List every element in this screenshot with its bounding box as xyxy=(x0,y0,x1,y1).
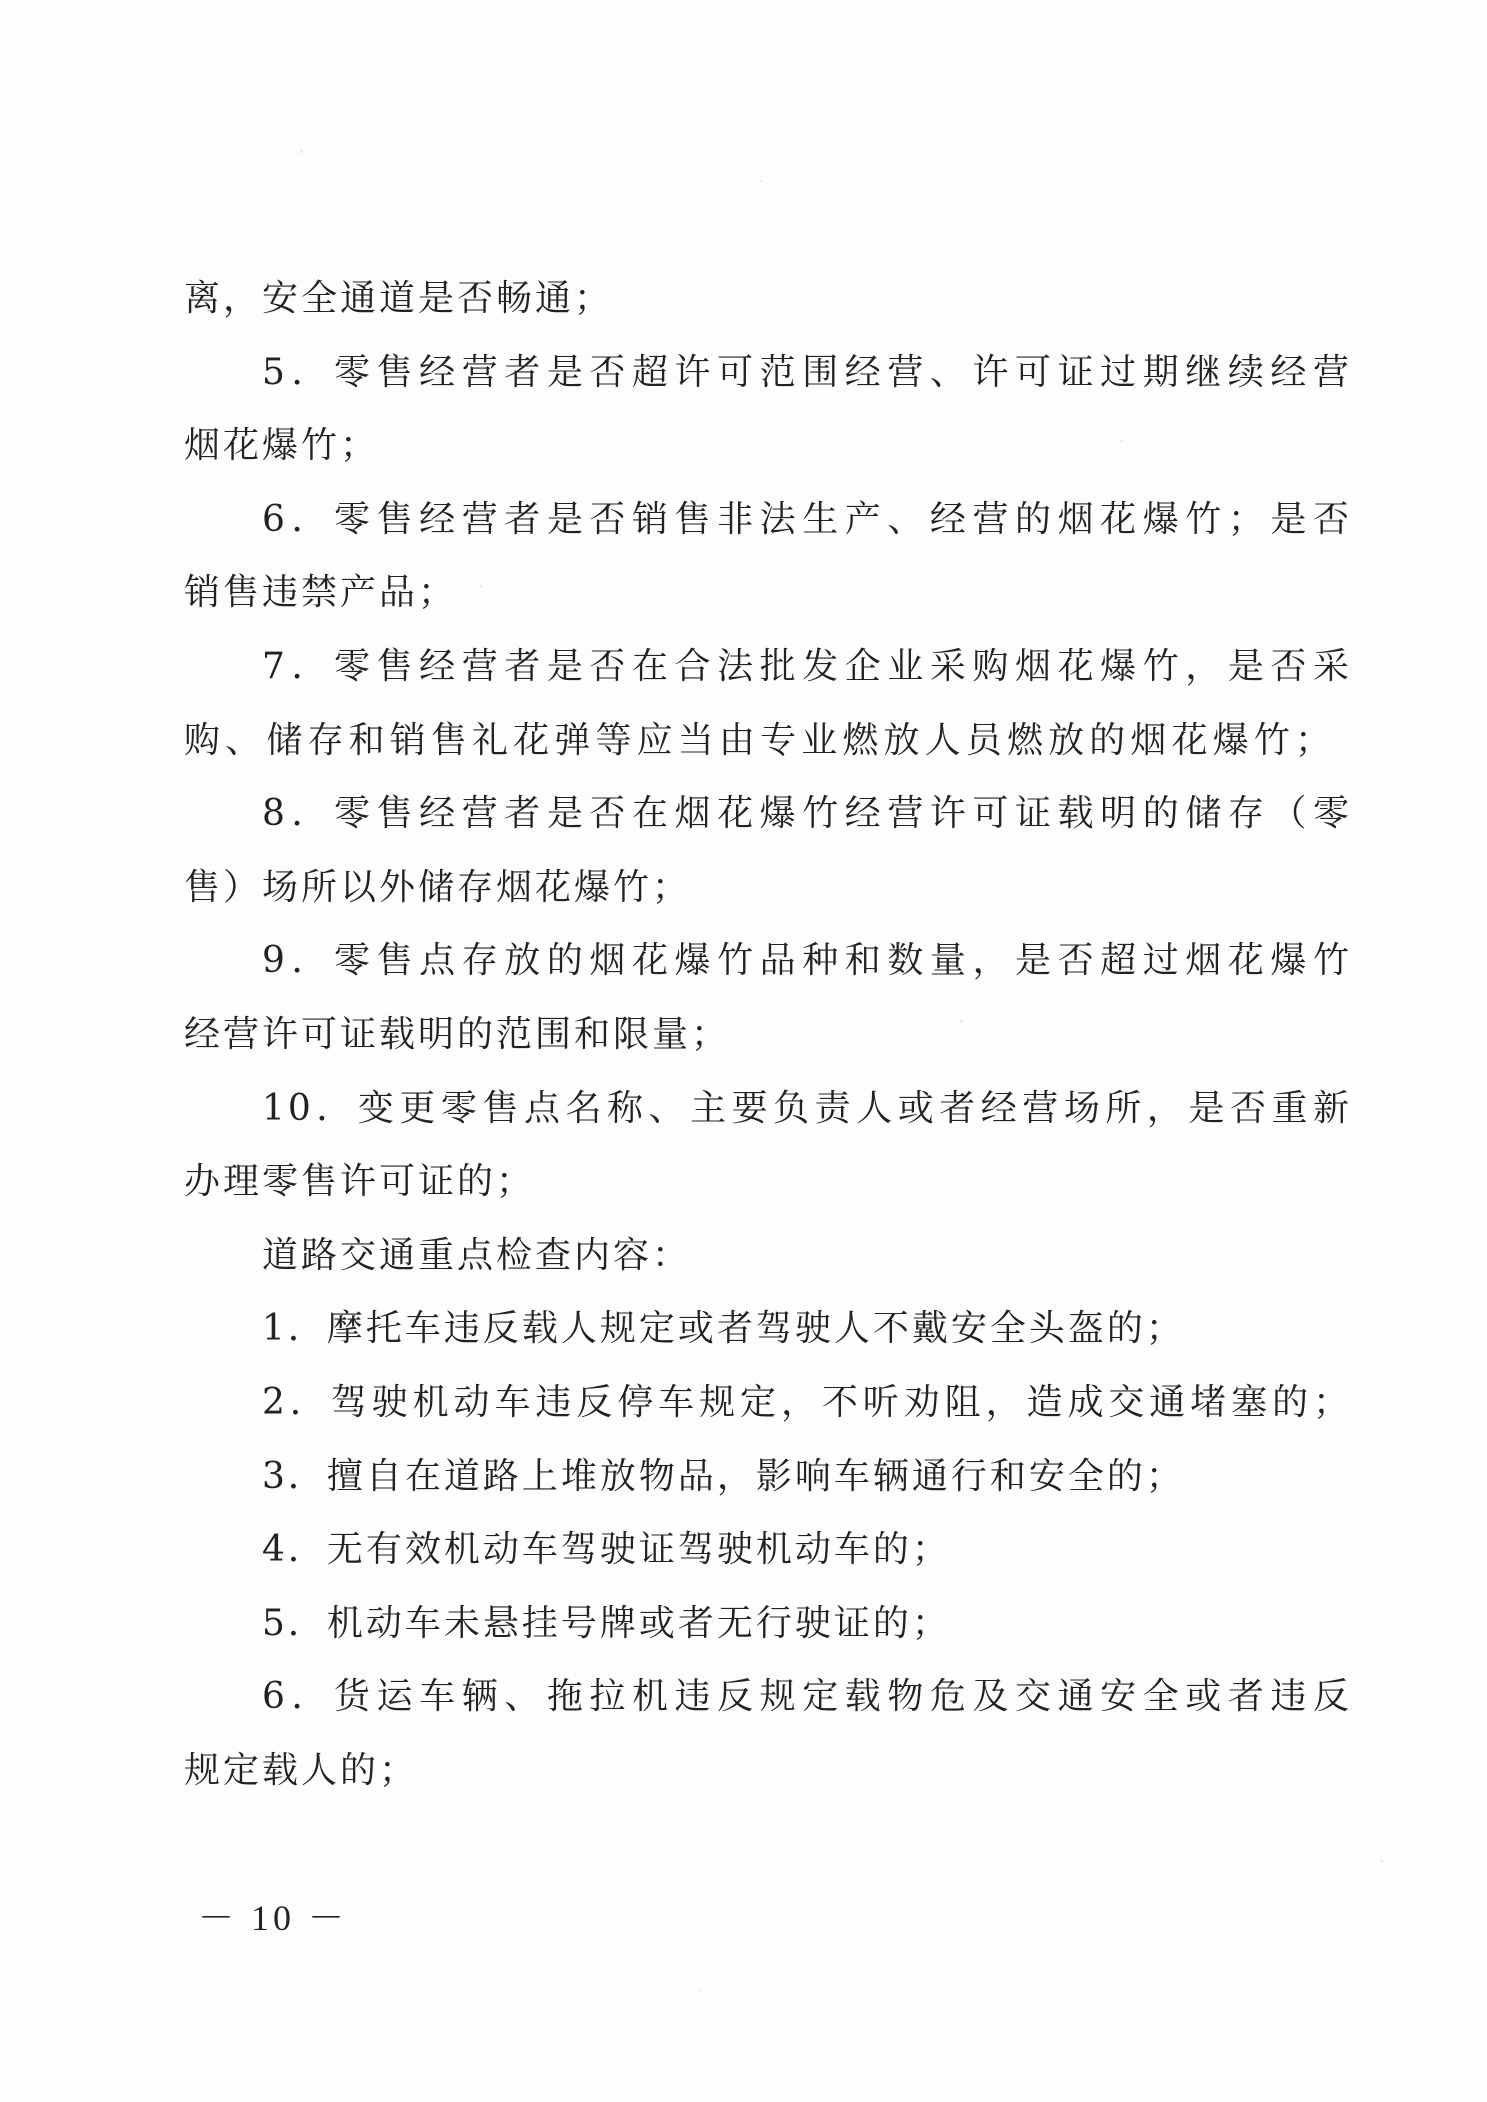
traffic-item-5: 5．机动车未悬挂号牌或者无行驶证的； xyxy=(262,1602,951,1644)
page-number: － 10 － xyxy=(198,1898,349,1938)
scan-speck xyxy=(1120,440,1123,442)
scan-speck xyxy=(700,1990,702,1992)
list-item-10-line-2: 办理零售许可证的； xyxy=(184,1161,536,1203)
text-line: 离，安全通道是否畅通； xyxy=(184,278,614,319)
scan-speck xyxy=(300,150,303,153)
traffic-item-2: 2．驾驶机动车违反停车规定，不听劝阻，造成交通堵塞的； xyxy=(262,1381,1352,1423)
list-item-8-line-1: 8．零售经营者是否在烟花爆竹经营许可证载明的储存（零 xyxy=(262,793,1352,835)
list-item-5-line-2: 烟花爆竹； xyxy=(184,425,380,467)
list-item-9-line-2: 经营许可证载明的范围和限量； xyxy=(184,1013,731,1055)
list-item-10-line-1: 10．变更零售点名称、主要负责人或者经营场所，是否重新 xyxy=(262,1087,1352,1129)
list-item-7-line-1: 7．零售经营者是否在合法批发企业采购烟花爆竹，是否采 xyxy=(262,645,1352,687)
traffic-item-6-line-1: 6．货运车辆、拖拉机违反规定载物危及交通安全或者违反 xyxy=(262,1676,1352,1718)
scan-speck xyxy=(960,1020,963,1023)
traffic-item-4: 4．无有效机动车驾驶证驾驶机动车的； xyxy=(262,1529,951,1571)
traffic-item-6-line-2: 规定载人的； xyxy=(184,1749,419,1791)
scan-speck xyxy=(1380,1860,1383,1862)
scan-speck xyxy=(480,585,482,588)
list-item-9-line-1: 9．零售点存放的烟花爆竹品种和数量，是否超过烟花爆竹 xyxy=(262,940,1352,982)
body-text xyxy=(184,262,1352,1807)
scan-speck xyxy=(760,180,762,182)
list-item-5-line-1: 5．零售经营者是否超许可范围经营、许可证过期继续经营 xyxy=(262,351,1352,393)
section-heading: 道路交通重点检查内容： xyxy=(262,1234,692,1276)
list-item-7-line-2: 购、储存和销售礼花弹等应当由专业燃放人员燃放的烟花爆竹； xyxy=(184,719,1334,761)
list-item-8-line-2: 售）场所以外储存烟花爆竹； xyxy=(184,866,692,908)
list-item-6-line-1: 6．零售经营者是否销售非法生产、经营的烟花爆竹；是否 xyxy=(262,498,1352,540)
list-item-6-line-2: 销售违禁产品； xyxy=(184,572,458,614)
traffic-item-1: 1．摩托车违反载人规定或者驾驶人不戴安全头盔的； xyxy=(262,1308,1185,1350)
traffic-item-3: 3．擅自在道路上堆放物品，影响车辆通行和安全的； xyxy=(262,1455,1185,1497)
